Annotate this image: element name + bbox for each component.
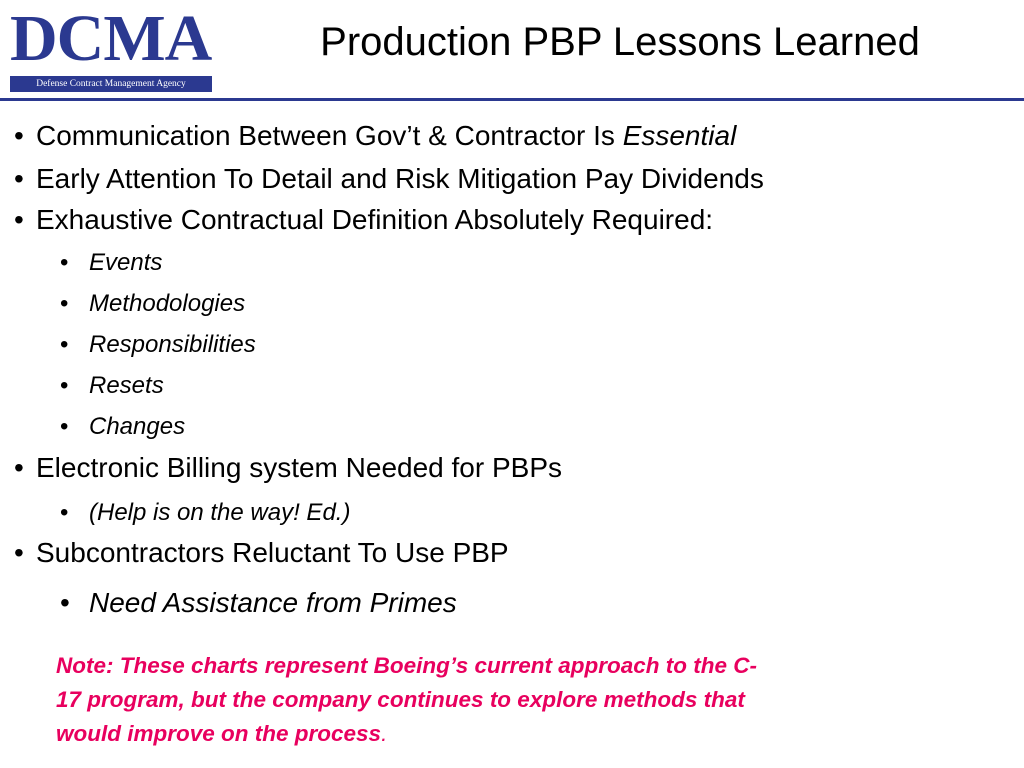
note-text: would improve on the process <box>56 721 382 746</box>
bullet-dot: • <box>14 163 24 194</box>
bullet-exhaustive-definition <box>14 203 713 237</box>
bullet-text: Subcontractors Reluctant To Use PBP <box>36 537 509 568</box>
note-period: . <box>381 721 388 746</box>
bullet-text: Exhaustive Contractual Definition Absolutely Required: <box>36 204 714 235</box>
bullet-dot: • <box>60 331 69 358</box>
bullet-subcontractors <box>14 536 509 570</box>
sub-bullet-methodologies <box>60 289 245 319</box>
bullet-dot: • <box>60 499 69 526</box>
bullet-dot: • <box>60 413 69 440</box>
sub-bullet-text: (Help is on the way! Ed.) <box>89 499 351 526</box>
sub-bullet-events <box>60 248 162 278</box>
sub-bullet-text: Changes <box>89 413 186 440</box>
bullet-dot: • <box>14 537 24 568</box>
note-line <box>56 717 956 751</box>
bullet-emphasis: Essential <box>622 120 737 151</box>
sub-bullet-primes <box>60 586 457 620</box>
sub-bullet-text: Events <box>89 249 163 276</box>
bullet-dot: • <box>14 204 24 235</box>
sub-bullet-text: Responsibilities <box>89 331 256 358</box>
bullet-early-attention <box>14 162 764 196</box>
bullet-dot: • <box>60 587 70 618</box>
logo-tagline: Defense Contract Management Agency <box>10 76 212 92</box>
sub-bullet-text: Resets <box>89 372 164 399</box>
sub-bullet-text: Methodologies <box>89 290 246 317</box>
sub-bullet-resets <box>60 371 164 401</box>
bullet-communication <box>14 119 736 153</box>
note-line: Note: These charts represent Boeing’s current approach to the C- <box>56 653 757 678</box>
bullet-text: Communication Between Gov’t & Contractor Is <box>36 120 623 151</box>
note-line: 17 program, but the company continues to explore methods that <box>56 687 745 712</box>
bullet-text: Electronic Billing system Needed for PBPs <box>36 452 562 483</box>
sub-bullet-text: Need Assistance from Primes <box>89 587 457 618</box>
bullet-dot: • <box>60 249 69 276</box>
sub-bullet-responsibilities <box>60 330 256 360</box>
logo-wordmark: DCMA <box>10 2 212 75</box>
sub-bullet-help <box>60 498 350 528</box>
sub-bullet-changes <box>60 412 185 442</box>
bullet-dot: • <box>60 372 69 399</box>
bullet-electronic-billing <box>14 451 562 485</box>
bullet-text: Early Attention To Detail and Risk Mitigation Pay Dividends <box>36 163 764 194</box>
boeing-note <box>56 649 956 751</box>
bullet-dot: • <box>60 290 69 317</box>
slide-title: Production PBP Lessons Learned <box>320 20 920 64</box>
bullet-dot: • <box>14 120 24 151</box>
bullet-dot: • <box>14 452 24 483</box>
